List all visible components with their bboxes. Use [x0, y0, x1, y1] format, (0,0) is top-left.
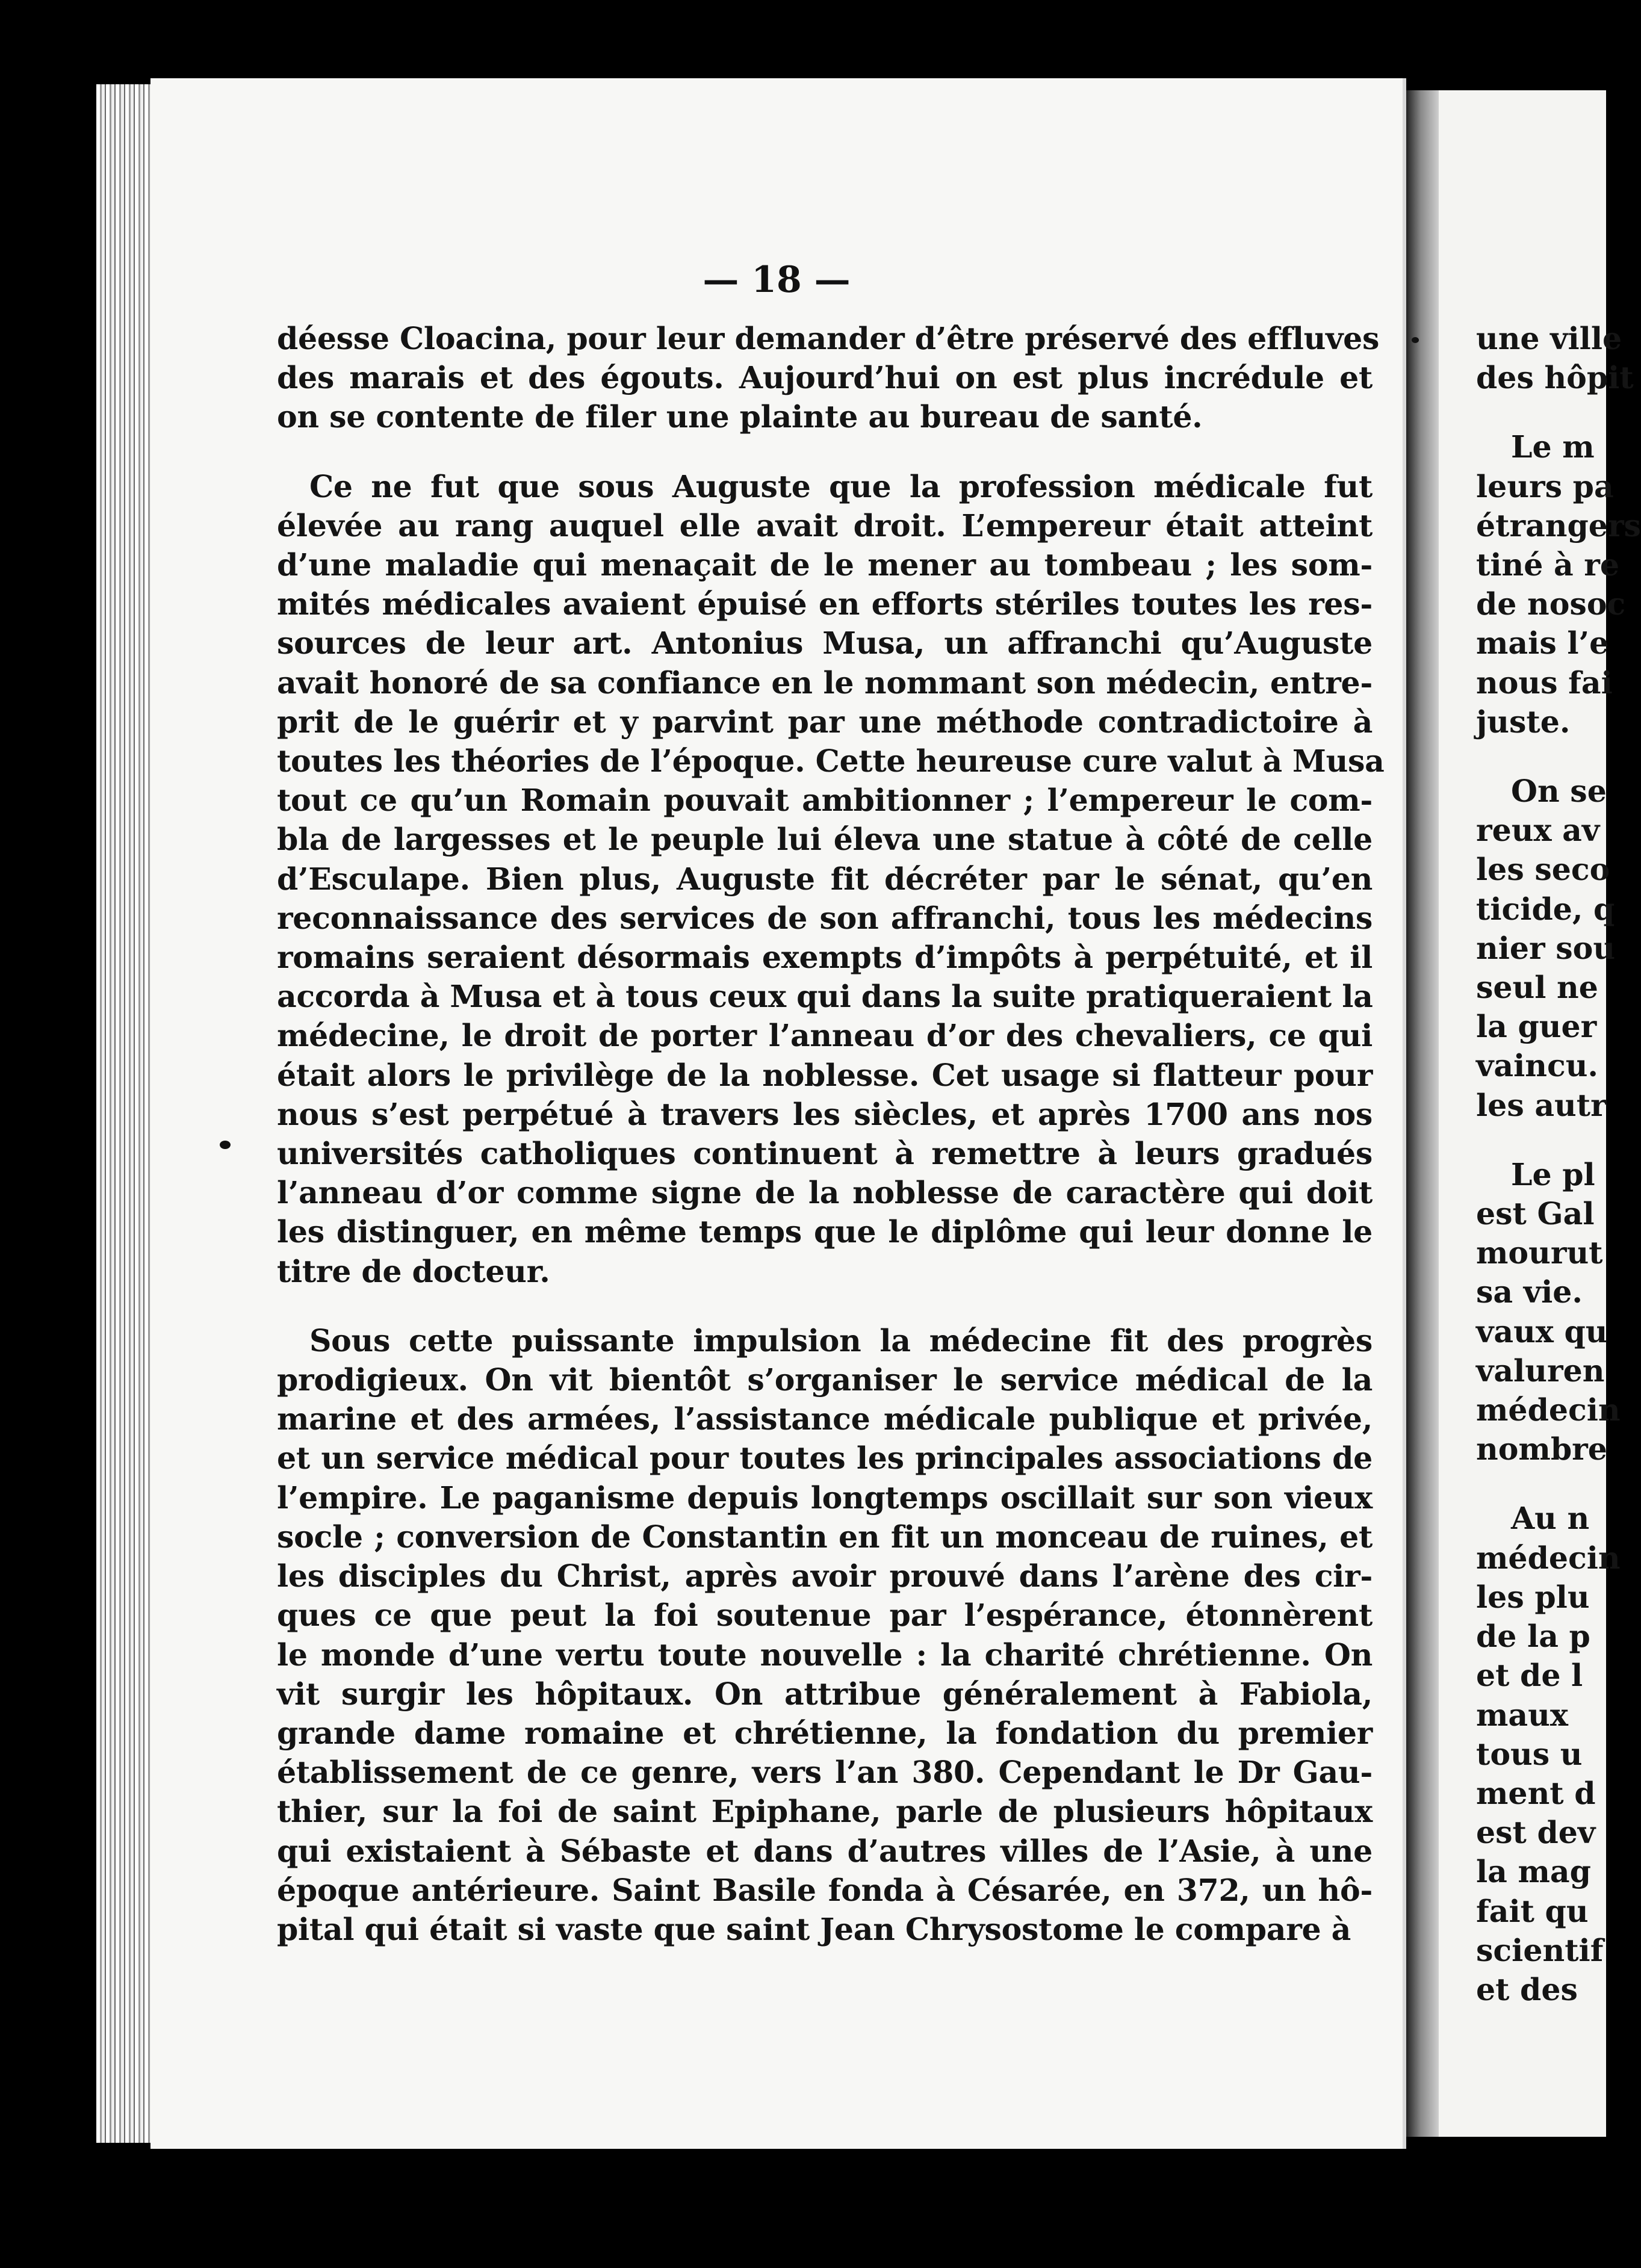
fragment-line: nous fai [1476, 665, 1613, 701]
text-line: l’anneau d’or comme signe de la noblesse de caractère qui doit [277, 1175, 1373, 1211]
text-line: on se contente de filer une plainte au bureau de santé. [277, 399, 1203, 435]
text-line: universités catholiques continuent à remettre à leurs gradués [277, 1136, 1373, 1172]
fragment-line: les seco [1476, 852, 1610, 888]
text-line: le monde d’une vertu toute nouvelle : la charité chrétienne. On [277, 1637, 1373, 1673]
paragraph [277, 467, 1385, 1291]
text-line: vit surgir les hôpitaux. On attribue généralement à Fabiola, [277, 1676, 1373, 1712]
text-line: prodigieux. On vit bientôt s’organiser le service médical de la [277, 1362, 1373, 1398]
fragment-line: vaincu. [1476, 1048, 1599, 1084]
fragment-line: fait qu [1476, 1893, 1589, 1929]
text-line: socle ; conversion de Constantin en fit un monceau de ruines, et [277, 1519, 1373, 1555]
text-line: bla de largesses et le peuple lui éleva une statue à côté de celle [277, 822, 1373, 858]
text-line: avait honoré de sa confiance en le nommant son médecin, entre- [277, 665, 1373, 701]
paragraph [277, 1321, 1373, 1949]
fragment-line: juste. [1476, 704, 1571, 740]
fragment-line: Au n [1511, 1501, 1590, 1537]
fragment-line: ticide, q [1476, 891, 1615, 927]
text-line: accorda à Musa et à tous ceux qui dans la suite pratiqueraient la [277, 979, 1373, 1015]
text-line: thier, sur la foi de saint Epiphane, parle de plusieurs hôpitaux [277, 1794, 1373, 1830]
fragment-line: scientif [1476, 1932, 1604, 1968]
text-line: grande dame romaine et chrétienne, la fondation du premier [277, 1715, 1373, 1751]
text-line: titre de docteur. [277, 1253, 550, 1289]
fragment-line: les autr [1476, 1087, 1607, 1123]
fragment-line: des hôpit [1476, 360, 1634, 396]
fragment-line: de nosoc [1476, 586, 1626, 622]
page-number: — 18 — [703, 259, 851, 301]
main-text-column [277, 319, 1385, 1979]
fragment-line: reux av [1476, 813, 1600, 849]
text-line: qui existaient à Sébaste et dans d’autres villes de l’Asie, à une [277, 1833, 1373, 1869]
text-line: marine et des armées, l’assistance médicale publique et privée, [277, 1401, 1373, 1437]
text-line: sources de leur art. Antonius Musa, un affranchi qu’Auguste [277, 625, 1373, 662]
text-line: époque antérieure. Saint Basile fonda à Césarée, en 372, un hô- [277, 1872, 1373, 1908]
fragment-line: mourut [1476, 1235, 1603, 1271]
fragment-line: de la p [1476, 1619, 1590, 1655]
scan-speck [1412, 337, 1419, 343]
fragment-line: ment d [1476, 1775, 1596, 1811]
fragment-line: la guer [1476, 1009, 1597, 1045]
text-line: pital qui était si vaste que saint Jean Chrysostome le compare à [277, 1911, 1351, 1947]
fragment-line: tiné à re [1476, 547, 1619, 583]
fragment-line: la mag [1476, 1854, 1591, 1890]
paragraph-gap [1476, 397, 1633, 427]
text-line: d’une maladie qui menaçait de le mener au tombeau ; les som- [277, 547, 1373, 583]
paragraph-gap [1476, 1125, 1633, 1155]
fragment-line: maux [1476, 1697, 1568, 1733]
text-line: ques ce que peut la foi soutenue par l’espérance, étonnèrent [277, 1597, 1373, 1634]
fragment-line: et des [1476, 1971, 1578, 2007]
fragment-line: mais l’e [1476, 625, 1609, 662]
text-line: des marais et des égouts. Aujourd’hui on est plus incrédule et [277, 360, 1373, 396]
paragraph-gap [1476, 1469, 1633, 1499]
text-line: Sous cette puissante impulsion la médecine fit des progrès [309, 1322, 1373, 1359]
text-line: Ce ne fut que sous Auguste que la profession médicale fut [309, 468, 1373, 504]
text-line: médecine, le droit de porter l’anneau d’or des chevaliers, ce qui [277, 1018, 1373, 1054]
fragment-line: valuren [1476, 1352, 1605, 1389]
fragment-line: tous u [1476, 1736, 1583, 1772]
fragment-line: Le m [1511, 429, 1595, 465]
fragment-line: sa vie. [1476, 1274, 1583, 1310]
scan-speck [220, 1141, 231, 1149]
fragment-line: Le pl [1511, 1156, 1595, 1192]
fragment-line: nier sou [1476, 930, 1616, 966]
fragment-line: médecin [1476, 1392, 1621, 1428]
fragment-line: une ville [1476, 321, 1622, 356]
text-line: était alors le privilège de la noblesse. Cet usage si flatteur pour [277, 1057, 1373, 1093]
text-line: les disciples du Christ, après avoir prouvé dans l’arène des cir- [277, 1558, 1373, 1594]
text-line: élevée au rang auquel elle avait droit. L’empereur était atteint [277, 507, 1373, 544]
fragment-line: est dev [1476, 1815, 1596, 1851]
fragment-line: seul ne [1476, 970, 1598, 1006]
paragraph [277, 319, 1380, 437]
text-line: prit de le guérir et y parvint par une méthode contradictoire à [277, 704, 1373, 740]
fragment-line: vaux qu [1476, 1313, 1608, 1349]
text-line: d’Esculape. Bien plus, Auguste fit décréter par le sénat, qu’en [277, 861, 1373, 897]
text-line: nous s’est perpétué à travers les siècles, et après 1700 ans nos [277, 1096, 1373, 1132]
text-line: mités médicales avaient épuisé en efforts stériles toutes les res- [277, 586, 1373, 622]
fragment-line: nombre [1476, 1431, 1607, 1467]
fragment-line: est Gal [1476, 1196, 1595, 1232]
fragment-line: On se [1511, 773, 1607, 810]
text-line: toutes les théories de l’époque. Cette heureuse cure valut à Musa [277, 743, 1385, 779]
fragment-line: étrangers [1476, 507, 1641, 544]
facing-page-text [1476, 319, 1641, 2009]
book-gutter [1406, 90, 1442, 2137]
fragment-line: médecin [1476, 1540, 1621, 1576]
text-line: tout ce qu’un Romain pouvait ambitionner ; l’empereur le com- [277, 782, 1373, 819]
text-line: et un service médical pour toutes les principales associations de [277, 1440, 1373, 1476]
fragment-line: leurs pa [1476, 468, 1614, 504]
paragraph-gap [1476, 742, 1633, 772]
text-line: déesse Cloacina, pour leur demander d’être préservé des effluves [277, 321, 1380, 356]
text-line: établissement de ce genre, vers l’an 380. Cependant le Dr Gau- [277, 1755, 1373, 1791]
text-line: reconnaissance des services de son affranchi, tous les médecins [277, 900, 1373, 936]
text-line: l’empire. Le paganisme depuis longtemps oscillait sur son vieux [277, 1479, 1373, 1516]
fragment-line: et de l [1476, 1658, 1583, 1694]
text-line: romains seraient désormais exempts d’impôts à perpétuité, et il [277, 940, 1373, 976]
fragment-line: les plu [1476, 1579, 1590, 1615]
text-line: les distinguer, en même temps que le diplôme qui leur donne le [277, 1214, 1373, 1250]
